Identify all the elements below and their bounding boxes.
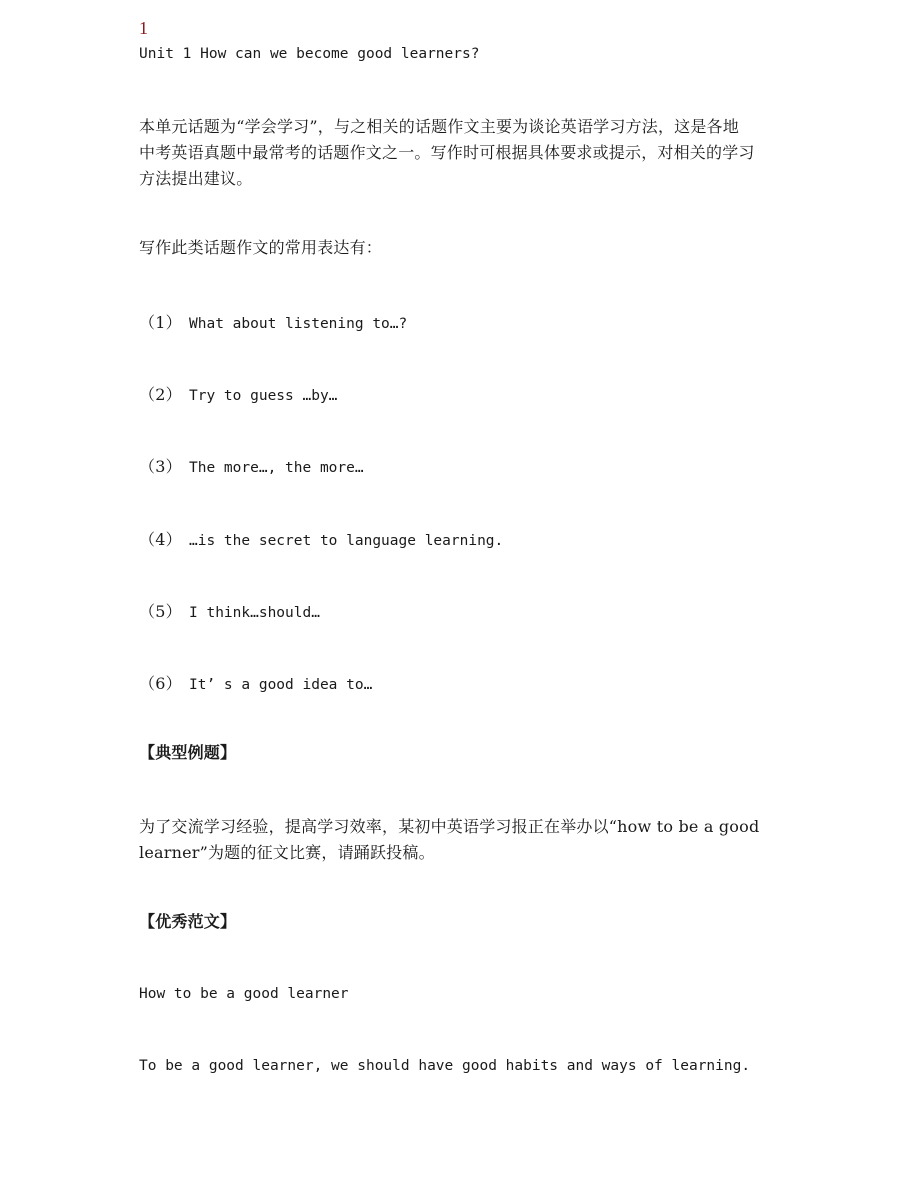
expression-number: （1） (139, 313, 182, 332)
expression-item (139, 310, 407, 336)
expression-text: …is the secret to language learning. (189, 533, 504, 549)
intro-line-3: 方法提出建议。 (139, 169, 253, 188)
expression-text: The more…, the more… (189, 460, 364, 476)
expression-number: （4） (139, 530, 182, 549)
expression-item (139, 527, 503, 553)
expression-text: Try to guess …by… (189, 388, 338, 404)
sample-title: How to be a good learner (139, 986, 349, 1002)
expression-text: I think…should… (189, 605, 320, 621)
expression-item (139, 382, 337, 408)
example-line-1: 为了交流学习经验，提高学习效率，某初中英语学习报正在举办以“how to be a good (139, 817, 760, 836)
expression-item (139, 671, 372, 697)
intro-line-2: 中考英语真题中最常考的话题作文之一。写作时可根据具体要求或提示，对相关的学习 (139, 143, 755, 162)
expression-number: （3） (139, 457, 182, 476)
example-heading: 【典型例题】 (139, 743, 237, 762)
expression-text: What about listening to…? (189, 316, 408, 332)
unit-title: Unit 1 How can we become good learners? (139, 46, 480, 62)
expression-item (139, 454, 364, 480)
expression-text: It’ s a good idea to… (189, 677, 373, 693)
expression-item (139, 599, 320, 625)
sample-paragraph: To be a good learner, we should have good habits and ways of learning. (139, 1058, 751, 1074)
expression-number: （2） (139, 385, 182, 404)
page-number: 1 (139, 18, 148, 38)
sample-heading: 【优秀范文】 (139, 912, 237, 931)
expression-number: （5） (139, 602, 182, 621)
intro-line-1: 本单元话题为“学会学习”，与之相关的话题作文主要为谈论英语学习方法，这是各地 (139, 117, 739, 136)
expressions-heading: 写作此类话题作文的常用表达有： (139, 238, 383, 257)
example-line-2: learner”为题的征文比赛，请踊跃投稿。 (139, 843, 435, 862)
expression-number: （6） (139, 674, 182, 693)
